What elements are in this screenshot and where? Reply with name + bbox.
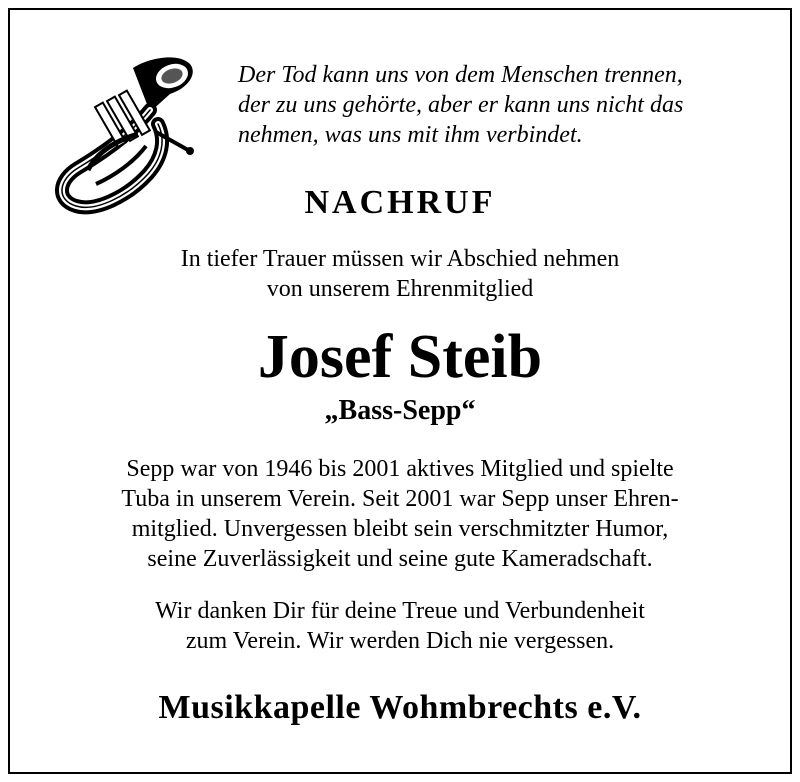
body-line: Tuba in unserem Verein. Seit 2001 war Sepp unser Ehren- (121, 486, 679, 512)
quote-line: nehmen, was uns mit ihm verbindet. (238, 122, 583, 148)
thanks-text (0, 596, 800, 656)
signature: Musikkapelle Wohmbrechts e.V. (158, 689, 642, 726)
intro-text (0, 244, 800, 304)
intro-line: In tiefer Trauer müssen wir Abschied nehmen (180, 246, 620, 272)
quote-line: der zu uns gehörte, aber er kann uns nicht das (238, 92, 684, 118)
quote-line: Der Tod kann uns von dem Menschen trennen, (238, 62, 683, 88)
intro-line: von unserem Ehrenmitglied (266, 276, 534, 302)
deceased-nickname: „Bass-Sepp“ (324, 395, 476, 426)
obituary-heading: NACHRUF (304, 184, 496, 221)
memorial-quote (238, 60, 778, 150)
deceased-name: Josef Steib (257, 323, 543, 391)
body-line: mitglied. Unvergessen bleibt sein verschmitzter Humor, (131, 516, 669, 542)
thanks-line: Wir danken Dir für deine Treue und Verbundenheit (155, 598, 645, 624)
body-line: seine Zuverlässigkeit und seine gute Kameradschaft. (147, 546, 653, 572)
body-text (0, 454, 800, 574)
body-line: Sepp war von 1946 bis 2001 aktives Mitglied und spielte (126, 456, 674, 482)
thanks-line: zum Verein. Wir werden Dich nie vergessen. (185, 628, 615, 654)
